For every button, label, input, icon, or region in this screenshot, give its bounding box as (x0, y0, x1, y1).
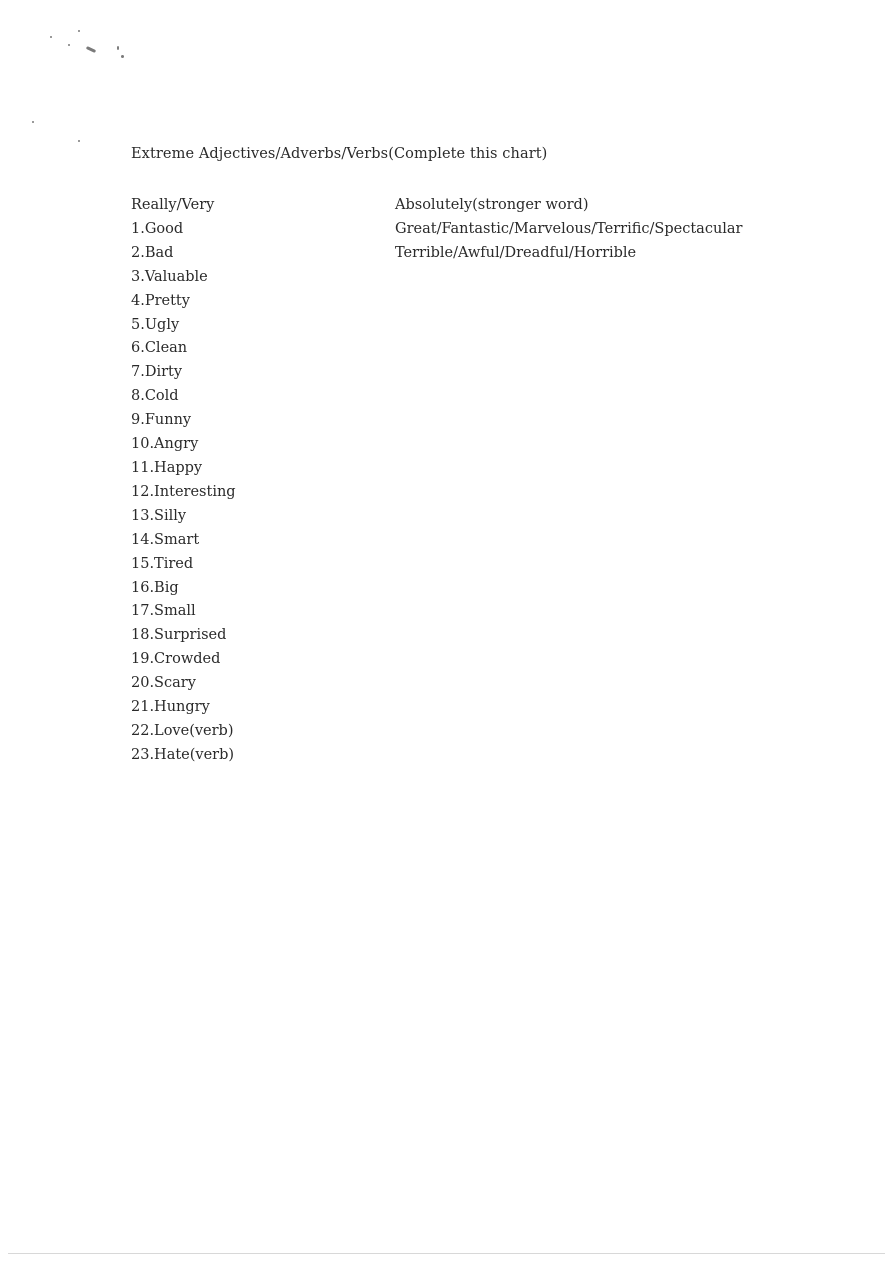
list-item: 23.Hate(verb) (131, 746, 235, 763)
list-item: 13.Silly (131, 507, 187, 524)
list-item: 8.Cold (131, 388, 179, 405)
answer-bad: Terrible/Awful/Dreadful/Horrible (395, 244, 637, 261)
list-item: 3.Valuable (131, 268, 208, 285)
list-item: 4.Pretty (131, 292, 190, 309)
scan-speck (121, 55, 124, 58)
answer-good: Great/Fantastic/Marvelous/Terrific/Spectacular (395, 220, 743, 237)
list-item: 22.Love(verb) (131, 722, 234, 739)
list-item: 15.Tired (131, 555, 194, 572)
base-word-column (131, 194, 236, 768)
list-item: 11.Happy (131, 459, 203, 476)
list-item: 21.Hungry (131, 699, 210, 716)
list-item: 6.Clean (131, 340, 188, 357)
scan-speck (50, 36, 52, 38)
worksheet-title: Extreme Adjectives/Adverbs/Verbs(Complete this chart) (131, 146, 548, 162)
list-item: 14.Smart (131, 531, 200, 548)
list-item: 10.Angry (131, 436, 199, 453)
column-header-really-very: Really/Very (131, 197, 215, 213)
list-item: 20.Scary (131, 675, 196, 692)
list-item: 17.Small (131, 603, 196, 620)
scan-speck (68, 44, 70, 46)
list-item: 19.Crowded (131, 651, 221, 668)
list-item: 16.Big (131, 579, 179, 596)
list-item: 18.Surprised (131, 627, 227, 644)
page-bottom-edge (8, 1253, 885, 1254)
list-item: 1.Good (131, 220, 184, 237)
stronger-word-column (395, 194, 743, 266)
list-item: 5.Ugly (131, 316, 180, 333)
scan-speck (78, 30, 80, 32)
list-item: 2.Bad (131, 244, 174, 261)
column-header-absolutely: Absolutely(stronger word) (395, 197, 589, 213)
list-item: 12.Interesting (131, 483, 236, 500)
scan-speck (117, 46, 119, 50)
scan-speck (32, 121, 34, 123)
scan-speck (86, 46, 96, 53)
list-item: 9.Funny (131, 412, 192, 429)
list-item: 7.Dirty (131, 364, 183, 381)
scan-speck (78, 140, 80, 142)
